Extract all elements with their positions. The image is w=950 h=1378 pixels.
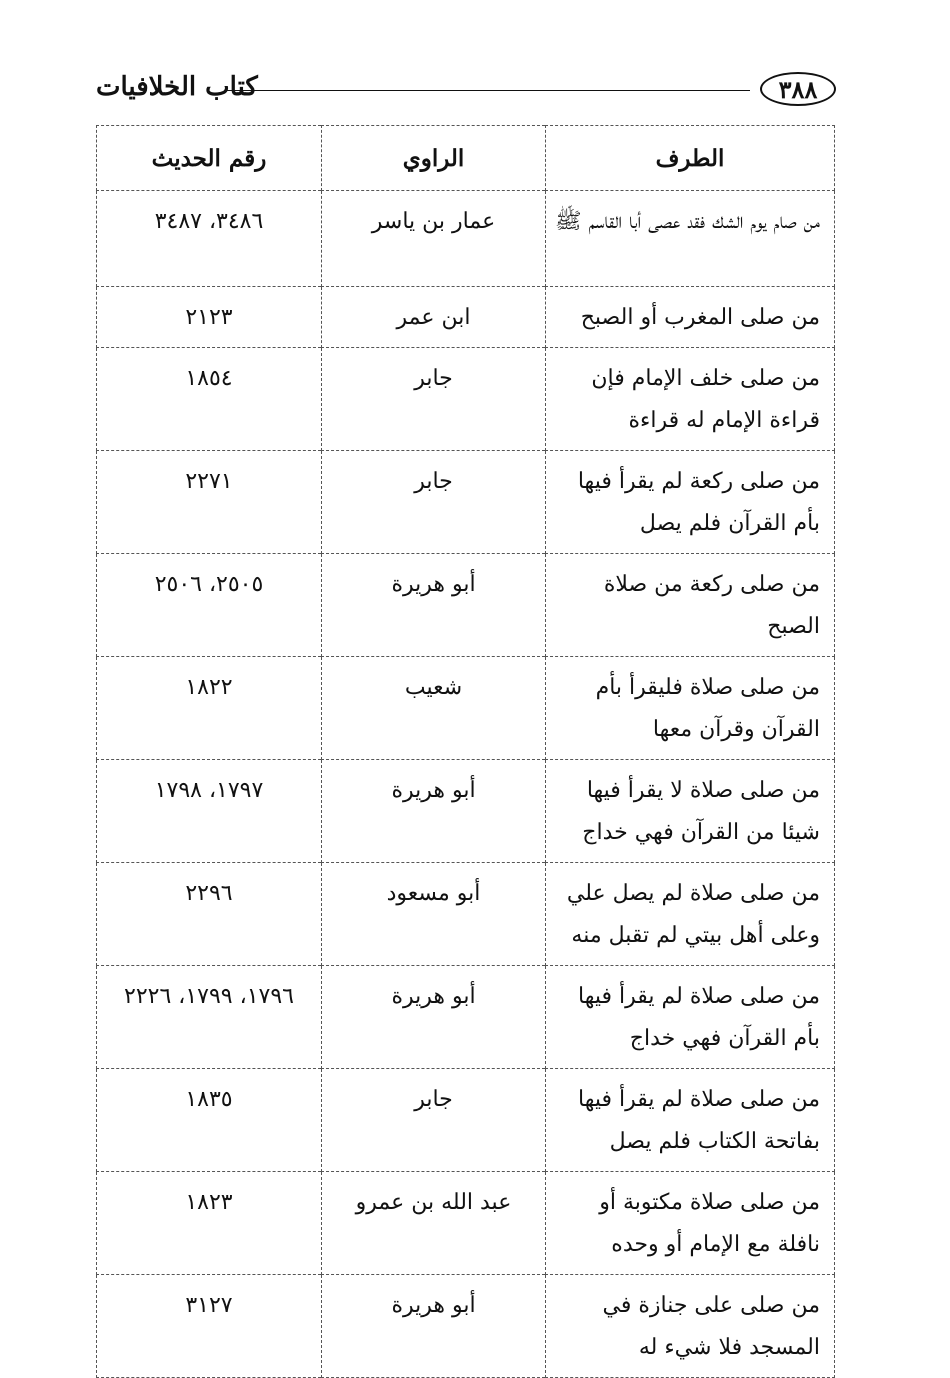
book-title: كتاب الخلافيات — [96, 72, 258, 102]
cell-rawi: عمار بن ياسر — [322, 191, 546, 287]
cell-hadith-number: ١٨٢٢ — [97, 657, 322, 760]
cell-tarf: من صلى على جنازة في المسجد فلا شيء له — [546, 1275, 835, 1378]
table-row — [97, 1275, 835, 1378]
cell-rawi: شعيب — [322, 657, 546, 760]
table-row — [97, 1172, 835, 1275]
cell-tarf: من صلى ركعة لم يقرأ فيها بأم القرآن فلم يصل — [546, 451, 835, 554]
cell-tarf: من صلى صلاة لم يصل علي وعلى أهل بيتي لم تقبل منه — [546, 863, 835, 966]
table-row — [97, 451, 835, 554]
cell-tarf: من صلى صلاة لم يقرأ فيها بفاتحة الكتاب فلم يصل — [546, 1069, 835, 1172]
cell-hadith-number: ٣١٢٧ — [97, 1275, 322, 1378]
table-header-row — [97, 126, 835, 191]
page-number: ٣٨٨ — [760, 72, 836, 106]
cell-rawi: جابر — [322, 451, 546, 554]
cell-hadith-number: ١٨٣٥ — [97, 1069, 322, 1172]
cell-rawi: أبو هريرة — [322, 554, 546, 657]
column-header-tarf: الطرف — [546, 126, 835, 191]
cell-rawi: ابن عمر — [322, 287, 546, 348]
table-row — [97, 966, 835, 1069]
page-header — [96, 70, 836, 114]
cell-hadith-number: ١٧٩٧، ١٧٩٨ — [97, 760, 322, 863]
table-body — [97, 191, 835, 1378]
cell-tarf: من صلى خلف الإمام فإن قراءة الإمام له قراءة — [546, 348, 835, 451]
column-header-rawi: الراوي — [322, 126, 546, 191]
cell-rawi: عبد الله بن عمرو — [322, 1172, 546, 1275]
table-row — [97, 348, 835, 451]
cell-rawi: أبو هريرة — [322, 966, 546, 1069]
cell-tarf: من صلى صلاة فليقرأ بأم القرآن وقرآن معها — [546, 657, 835, 760]
cell-tarf: من صام يوم الشك فقد عصى أبا القاسم ﷺ — [546, 191, 835, 287]
hadith-index-table — [96, 125, 835, 1378]
table-row — [97, 191, 835, 287]
cell-tarf: من صلى صلاة لم يقرأ فيها بأم القرآن فهي خداج — [546, 966, 835, 1069]
table-row — [97, 287, 835, 348]
cell-rawi: أبو مسعود — [322, 863, 546, 966]
cell-hadith-number: ٢١٢٣ — [97, 287, 322, 348]
header-rule — [224, 90, 750, 91]
cell-rawi: جابر — [322, 1069, 546, 1172]
table-row — [97, 1069, 835, 1172]
table-row — [97, 863, 835, 966]
column-header-number: رقم الحديث — [97, 126, 322, 191]
cell-tarf: من صلى صلاة لا يقرأ فيها شيئا من القرآن فهي خداج — [546, 760, 835, 863]
cell-tarf: من صلى المغرب أو الصبح — [546, 287, 835, 348]
cell-hadith-number: ١٨٢٣ — [97, 1172, 322, 1275]
table-row — [97, 760, 835, 863]
cell-hadith-number: ٢٢٩٦ — [97, 863, 322, 966]
cell-hadith-number: ٢٢٧١ — [97, 451, 322, 554]
cell-rawi: جابر — [322, 348, 546, 451]
cell-hadith-number: ١٧٩٦، ١٧٩٩، ٢٢٢٦ — [97, 966, 322, 1069]
cell-hadith-number: ٣٤٨٦، ٣٤٨٧ — [97, 191, 322, 287]
cell-rawi: أبو هريرة — [322, 760, 546, 863]
cell-tarf: من صلى صلاة مكتوبة أو نافلة مع الإمام أو وحده — [546, 1172, 835, 1275]
cell-rawi: أبو هريرة — [322, 1275, 546, 1378]
cell-hadith-number: ٢٥٠٥، ٢٥٠٦ — [97, 554, 322, 657]
cell-hadith-number: ١٨٥٤ — [97, 348, 322, 451]
table-row — [97, 554, 835, 657]
table-row — [97, 657, 835, 760]
cell-tarf: من صلى ركعة من صلاة الصبح — [546, 554, 835, 657]
